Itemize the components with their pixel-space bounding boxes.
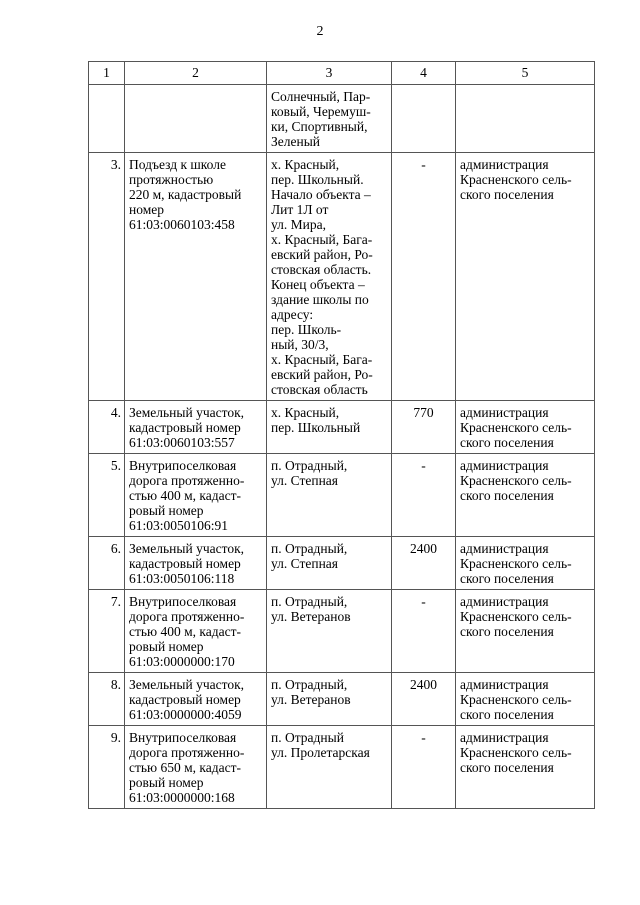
table-row — [89, 590, 595, 673]
table-row — [89, 673, 595, 726]
table-row — [89, 153, 595, 401]
row-number-cell: 9. — [89, 726, 125, 809]
property-table — [88, 61, 595, 809]
value-cell: - — [392, 454, 456, 537]
table-row — [89, 85, 595, 153]
object-name-cell: Земельный участок, кадастровый номер 61:03:0060103:557 — [125, 401, 267, 454]
owner-cell: администрация Красненского сель- ского поселения — [456, 673, 595, 726]
row-number-cell: 5. — [89, 454, 125, 537]
owner-cell: администрация Красненского сель- ского поселения — [456, 726, 595, 809]
owner-cell: администрация Красненского сель- ского поселения — [456, 153, 595, 401]
column-header: 2 — [125, 62, 267, 85]
column-header: 3 — [267, 62, 392, 85]
value-cell — [392, 85, 456, 153]
object-name-cell: Внутрипоселковая дорога протяженно- стью 650 м, кадаст- ровый номер 61:03:0000000:168 — [125, 726, 267, 809]
address-cell: п. Отрадный, ул. Ветеранов — [267, 590, 392, 673]
value-cell: 2400 — [392, 673, 456, 726]
object-name-cell: Внутрипоселковая дорога протяженно- стью 400 м, кадаст- ровый номер 61:03:0050106:91 — [125, 454, 267, 537]
column-header: 1 — [89, 62, 125, 85]
row-number-cell — [89, 85, 125, 153]
owner-cell: администрация Красненского сель- ского поселения — [456, 401, 595, 454]
row-number-cell: 7. — [89, 590, 125, 673]
object-name-cell — [125, 85, 267, 153]
object-name-cell: Земельный участок, кадастровый номер 61:03:0000000:4059 — [125, 673, 267, 726]
owner-cell: администрация Красненского сель- ского поселения — [456, 590, 595, 673]
owner-cell: администрация Красненского сель- ского поселения — [456, 537, 595, 590]
address-cell: п. Отрадный, ул. Степная — [267, 454, 392, 537]
object-name-cell: Земельный участок, кадастровый номер 61:03:0050106:118 — [125, 537, 267, 590]
column-header: 4 — [392, 62, 456, 85]
table-header-row — [89, 62, 595, 85]
owner-cell — [456, 85, 595, 153]
table-row — [89, 454, 595, 537]
address-cell: п. Отрадный, ул. Ветеранов — [267, 673, 392, 726]
address-cell: Солнечный, Пар- ковый, Черемуш- ки, Спортивный, Зеленый — [267, 85, 392, 153]
value-cell: 770 — [392, 401, 456, 454]
row-number-cell: 4. — [89, 401, 125, 454]
column-header: 5 — [456, 62, 595, 85]
row-number-cell: 8. — [89, 673, 125, 726]
value-cell: - — [392, 726, 456, 809]
row-number-cell: 3. — [89, 153, 125, 401]
row-number-cell: 6. — [89, 537, 125, 590]
table-row — [89, 537, 595, 590]
table-row — [89, 726, 595, 809]
address-cell: п. Отрадный ул. Пролетарская — [267, 726, 392, 809]
value-cell: - — [392, 153, 456, 401]
object-name-cell: Подъезд к школе протяжностью 220 м, кадастровый номер 61:03:0060103:458 — [125, 153, 267, 401]
address-cell: х. Красный, пер. Школьный. Начало объекта – Лит 1Л от ул. Мира, х. Красный, Бага- евский район, Ро- стовская область. Конец объекта – здание школы по адресу: пер. Школь- ный, 30/3, х. Красный, Бага- евский район, Ро- стовская область — [267, 153, 392, 401]
address-cell: п. Отрадный, ул. Степная — [267, 537, 392, 590]
value-cell: 2400 — [392, 537, 456, 590]
table-row — [89, 401, 595, 454]
address-cell: х. Красный, пер. Школьный — [267, 401, 392, 454]
object-name-cell: Внутрипоселковая дорога протяженно- стью 400 м, кадаст- ровый номер 61:03:0000000:170 — [125, 590, 267, 673]
page-number: 2 — [316, 24, 324, 39]
value-cell: - — [392, 590, 456, 673]
owner-cell: администрация Красненского сель- ского поселения — [456, 454, 595, 537]
